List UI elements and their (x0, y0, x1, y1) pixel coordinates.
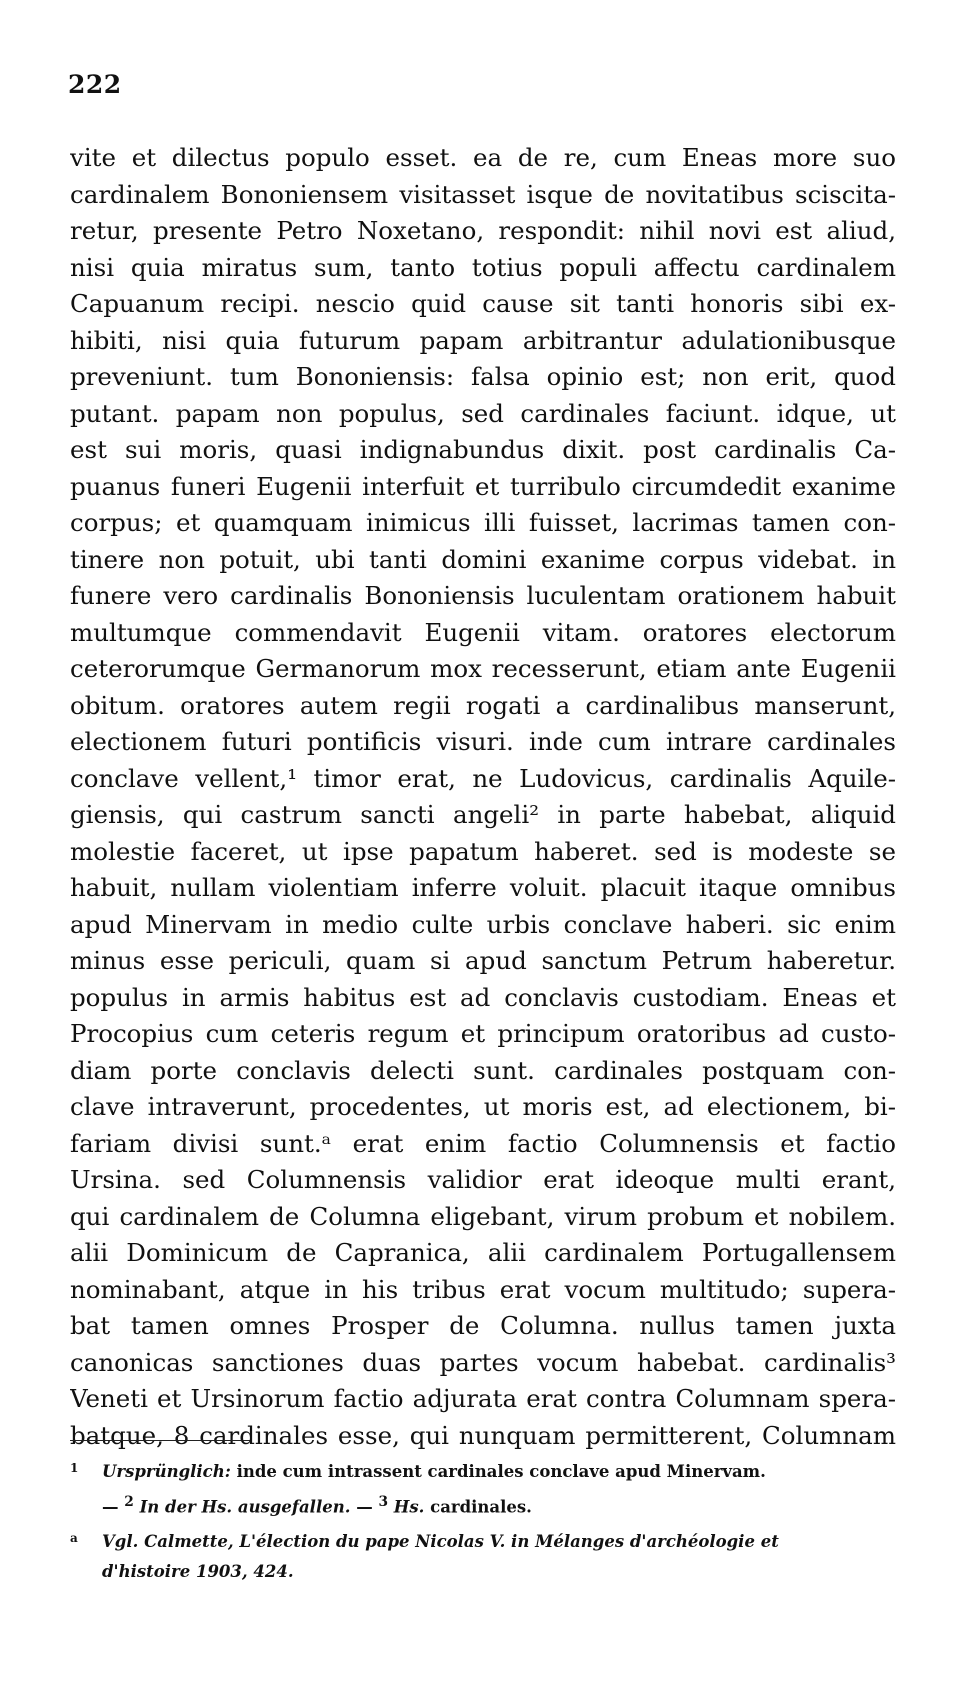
text-line: tinere non potuit, ubi tanti domini exanime corpus videbat. in (70, 544, 896, 574)
footnote-marker: 1 (70, 1461, 79, 1475)
text-line: Ursina. sed Columnensis validior erat ideoque multi erant, (70, 1165, 896, 1194)
footnotes (70, 1457, 896, 1587)
text-line: Capuanum recipi. nescio quid cause sit tanti honoris sibi ex- (70, 289, 896, 318)
text-line: obitum. oratores autem regii rogati a cardinalibus manserunt, (70, 690, 896, 720)
text-line: nisi quia miratus sum, tanto totius populi affectu cardinalem (70, 252, 896, 282)
footnote-text: Vgl. Calmette, L'élection du pape Nicolas V. in Mélanges d'archéologie et (102, 1532, 779, 1551)
text-line: bat tamen omnes Prosper de Columna. nullus tamen juxta (70, 1311, 896, 1340)
text-line: preveniunt. tum Bononiensis: falsa opinio est; non erit, quod (70, 362, 896, 391)
text-line: alii Dominicum de Capranica, alii cardinalem Portugallensem (70, 1238, 896, 1267)
footnote-text: inde cum intrassent cardinales conclave apud Minervam. (236, 1462, 766, 1481)
text-line: putant. papam non populus, sed cardinales faciunt. idque, ut (70, 398, 896, 428)
footnote-dash: — (356, 1497, 373, 1517)
footnote-label: Hs. (393, 1497, 425, 1517)
text-line: giensis, qui castrum sancti angeli² in parte habebat, aliquid (70, 800, 896, 829)
footnote-rule (70, 1440, 250, 1441)
footnote-line (70, 1457, 896, 1487)
text-line: molestie faceret, ut ipse papatum haberet. sed is modeste se (70, 836, 896, 866)
text-line: est sui moris, quasi indignabundus dixit. post cardinalis Ca- (70, 435, 896, 464)
text-line: multumque commendavit Eugenii vitam. oratores electorum (70, 617, 896, 647)
body-text (70, 140, 896, 1454)
footnote-text: d'histoire 1903, 424. (102, 1562, 294, 1581)
text-line: qui cardinalem de Columna eligebant, virum probum et nobilem. (70, 1201, 896, 1231)
text-line: canonicas sanctiones duas partes vocum habebat. cardinalis³ (70, 1347, 896, 1377)
text-line: funere vero cardinalis Bononiensis luculentam orationem habuit (70, 581, 896, 610)
text-line: apud Minervam in medio culte urbis conclave haberi. sic enim (70, 909, 896, 939)
text-line: vite et dilectus populo esset. ea de re, cum Eneas more suo (70, 143, 896, 172)
footnote-line (70, 1557, 896, 1587)
footnote-dash: — (102, 1497, 119, 1517)
footnote-marker: 3 (378, 1494, 389, 1510)
page-number: 222 (68, 70, 122, 99)
footnote-marker: a (70, 1531, 78, 1545)
footnote-label: Ursprünglich: (102, 1462, 231, 1481)
text-line: hibiti, nisi quia futurum papam arbitrantur adulationibusque (70, 325, 896, 355)
footnote-line (70, 1527, 896, 1557)
text-line: habuit, nullam violentiam inferre voluit. placuit itaque omnibus (70, 873, 896, 902)
text-line: Procopius cum ceteris regum et principum oratoribus ad custo- (70, 1019, 896, 1048)
text-line: nominabant, atque in his tribus erat vocum multitudo; supera- (70, 1274, 896, 1304)
text-line: populus in armis habitus est ad conclavis custodiam. Eneas et (70, 982, 896, 1012)
text-line: conclave vellent,¹ timor erat, ne Ludovicus, cardinalis Aquile- (70, 763, 896, 793)
text-line: fariam divisi sunt.ᵃ erat enim factio Columnensis et factio (70, 1128, 896, 1158)
text-line: retur, presente Petro Noxetano, respondit: nihil novi est aliud, (70, 216, 896, 245)
footnote-marker: 2 (124, 1494, 134, 1510)
text-line: ceterorumque Germanorum mox recesserunt, etiam ante Eugenii (70, 654, 896, 683)
footnote-line (70, 1487, 896, 1517)
text-line: batque, 8 cardinales esse, qui nunquam permitterent, Columnam (70, 1420, 896, 1450)
text-line: cardinalem Bononiensem visitasset isque de novitatibus sciscita- (70, 179, 896, 209)
text-line: corpus; et quamquam inimicus illi fuisset, lacrimas tamen con- (70, 508, 896, 537)
text-line: electionem futuri pontificis visuri. inde cum intrare cardinales (70, 727, 896, 756)
footnote-text: In der Hs. ausgefallen. (139, 1497, 351, 1517)
text-line: minus esse periculi, quam si apud sanctum Petrum haberetur. (70, 946, 896, 975)
text-line: Veneti et Ursinorum factio adjurata erat contra Columnam spera- (70, 1384, 896, 1413)
text-line: puanus funeri Eugenii interfuit et turribulo circumdedit exanime (70, 471, 896, 501)
text-line: clave intraverunt, procedentes, ut moris est, ad electionem, bi- (70, 1092, 896, 1121)
text-line: diam porte conclavis delecti sunt. cardinales postquam con- (70, 1055, 896, 1085)
footnote-text: cardinales. (430, 1497, 532, 1517)
